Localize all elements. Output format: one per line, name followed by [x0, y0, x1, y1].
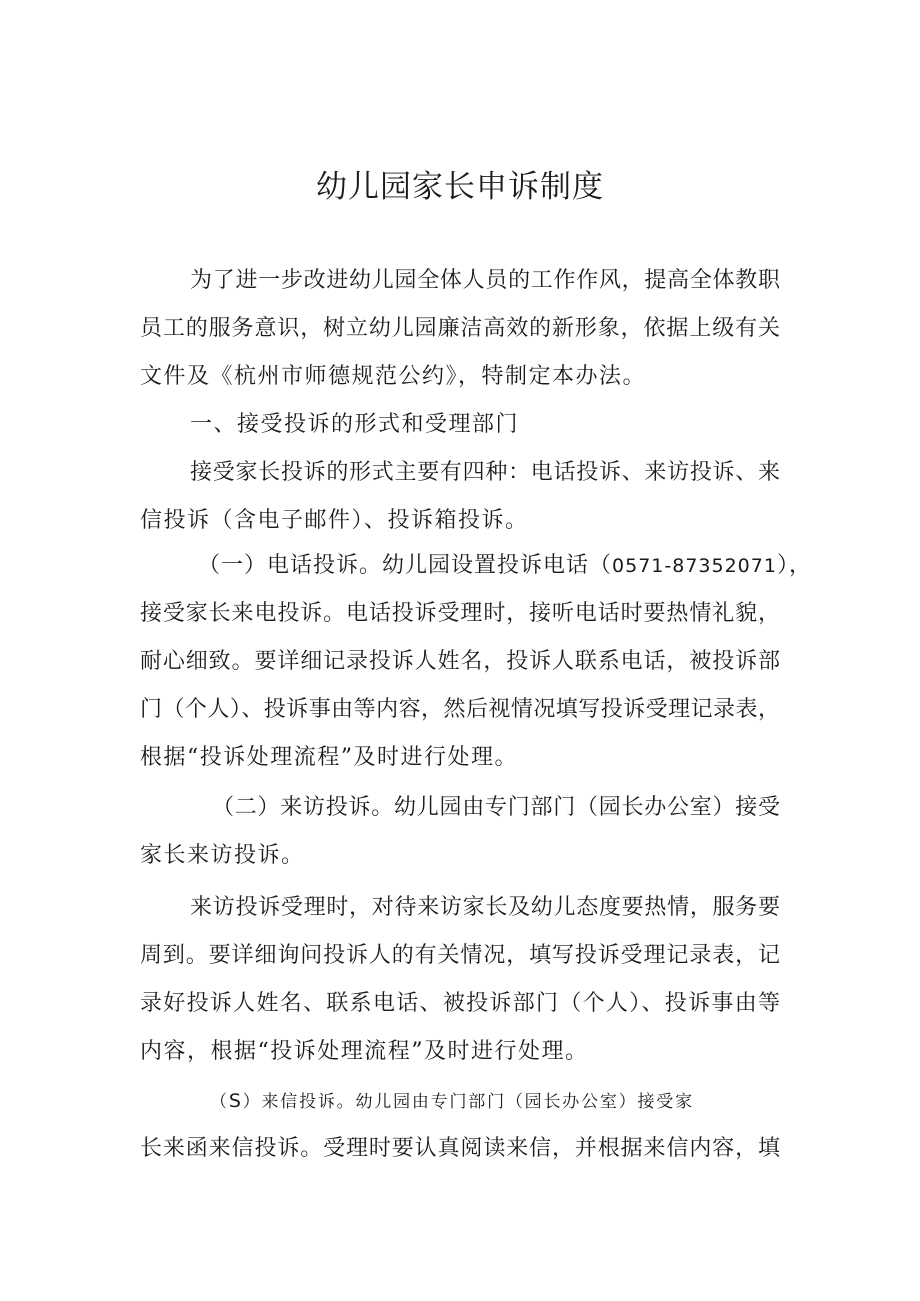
- paragraph-line: 周到。要详细询问投诉人的有关情况，填写投诉受理记录表，记: [140, 943, 780, 968]
- paragraph-line: 信投诉（含电子邮件）、投诉箱投诉。: [140, 508, 529, 533]
- line-text: ），: [776, 553, 812, 578]
- document-title: 幼儿园家长申诉制度: [316, 169, 604, 205]
- paragraph-line: [210, 1086, 694, 1117]
- paragraph-line: 录好投诉人姓名、联系电话、被投诉部门（个人）、投诉事由等: [140, 991, 780, 1016]
- paragraph-line: 文件及《杭州市师德规范公约》，特制定本办法。: [140, 364, 647, 389]
- paragraph-line: 门（个人）、投诉事由等内容，然后视情况填写投诉受理记录表，: [140, 697, 780, 722]
- paragraph-line: 来访投诉受理时，对待来访家长及幼儿态度要热情，服务要: [190, 895, 780, 920]
- paragraph-line: 员工的服务意识，树立幼儿园廉洁高效的新形象，依据上级有关: [140, 316, 780, 341]
- section-heading: 一、接受投诉的形式和受理部门: [190, 412, 520, 437]
- line-text: （: [210, 1092, 229, 1112]
- paragraph-line: 家长来访投诉。: [140, 843, 305, 868]
- paragraph-line: （二）来访投诉。幼儿园由专门部门（园长办公室）接受: [212, 795, 780, 820]
- paragraph-line: 根据“投诉处理流程”及时进行处理。: [140, 745, 518, 770]
- line-text: ）来信投诉。幼儿园由专门部门（园长办公室）接受家: [242, 1092, 694, 1112]
- phone-number: 0571-87352071: [612, 555, 777, 577]
- paragraph-line: 接受家长来电投诉。电话投诉受理时，接听电话时要热情礼貌，: [140, 601, 780, 626]
- paragraph-line: 内容，根据“投诉处理流程”及时进行处理。: [140, 1039, 589, 1064]
- paragraph-line: 接受家长投诉的形式主要有四种：电话投诉、来访投诉、来: [190, 460, 780, 485]
- paragraph-line: [198, 551, 812, 581]
- paragraph-line: 为了进一步改进幼儿园全体人员的工作作风，提高全体教职: [190, 268, 780, 293]
- item-marker: S: [228, 1090, 243, 1112]
- paragraph-line: 长来函来信投诉。受理时要认真阅读来信，并根据来信内容，填: [140, 1136, 780, 1161]
- paragraph-line: 耐心细致。要详细记录投诉人姓名，投诉人联系电话，被投诉部: [140, 649, 780, 674]
- line-text: （一）电话投诉。幼儿园设置投诉电话（: [198, 553, 613, 578]
